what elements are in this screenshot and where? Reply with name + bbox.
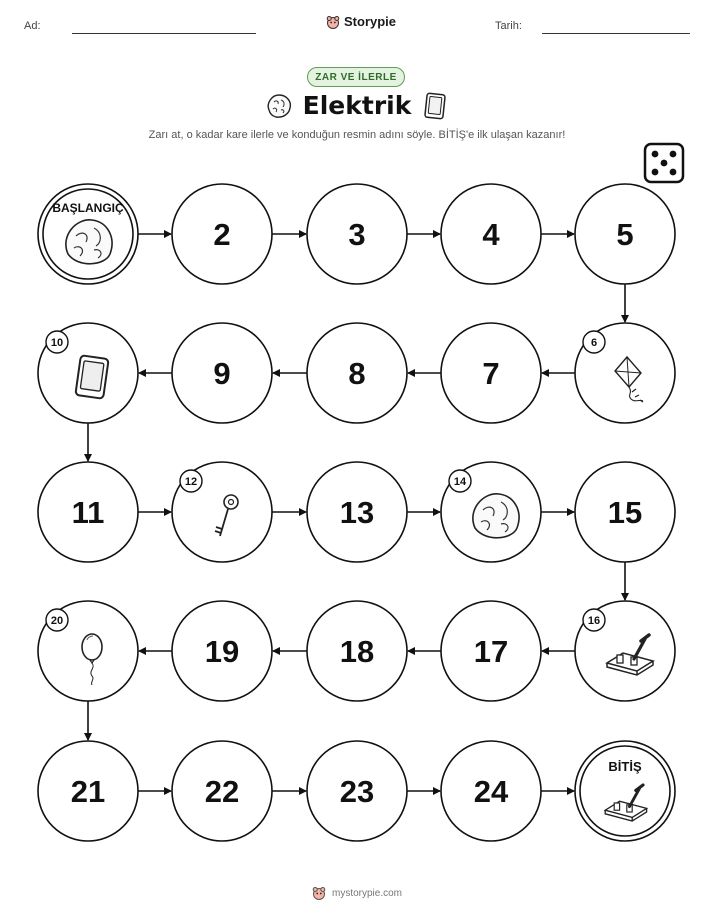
square-number: 7 — [482, 356, 500, 391]
board-square[interactable] — [575, 462, 675, 562]
board-square[interactable] — [307, 184, 407, 284]
tablet-icon — [75, 355, 108, 399]
brand-name: Storypie — [344, 14, 397, 29]
square-number: 4 — [482, 217, 500, 252]
square-number: 5 — [616, 217, 634, 252]
finish-square[interactable] — [575, 741, 675, 841]
square-number: 20 — [50, 615, 64, 627]
board-square[interactable] — [38, 601, 138, 701]
name-label: Ad: — [24, 20, 41, 32]
square-number: 14 — [453, 476, 467, 488]
date-label: Tarih: — [495, 20, 522, 32]
rock-icon — [473, 494, 519, 538]
board-square[interactable] — [307, 601, 407, 701]
square-number: 9 — [213, 356, 231, 391]
footer — [0, 886, 714, 900]
footer-url[interactable]: mystorypie.com — [331, 887, 402, 899]
square-number: 18 — [339, 634, 375, 669]
board-square[interactable] — [38, 741, 138, 841]
square-number: 16 — [587, 615, 601, 627]
board-square[interactable] — [307, 462, 407, 562]
square-number: 24 — [473, 774, 509, 809]
board-square[interactable] — [575, 323, 675, 423]
game-type-badge: ZAR VE İLERLE — [307, 67, 405, 87]
board-square[interactable] — [38, 323, 138, 423]
board-square[interactable] — [441, 601, 541, 701]
square-number: 12 — [184, 476, 198, 488]
square-number: 11 — [71, 495, 105, 530]
square-number: 19 — [204, 634, 240, 669]
square-number: 22 — [204, 774, 240, 809]
square-number: 21 — [70, 774, 106, 809]
square-number: 2 — [213, 217, 231, 252]
board-square[interactable] — [441, 184, 541, 284]
start-label: BAŞLANGIÇ — [52, 201, 124, 215]
board-square[interactable] — [307, 323, 407, 423]
start-square[interactable] — [38, 184, 138, 284]
board-square[interactable] — [441, 462, 541, 562]
board-square[interactable] — [172, 741, 272, 841]
square-outline — [575, 741, 675, 841]
board-square[interactable] — [441, 323, 541, 423]
square-number: 23 — [339, 774, 375, 809]
square-number: 8 — [348, 356, 366, 391]
board-square[interactable] — [307, 741, 407, 841]
square-number: 3 — [348, 217, 366, 252]
square-number: 17 — [473, 634, 509, 669]
board-square[interactable] — [38, 462, 138, 562]
finish-label: BİTİŞ — [608, 759, 642, 774]
rock-icon — [66, 220, 112, 264]
square-number-badge — [583, 331, 605, 353]
square-number-badge — [46, 609, 68, 631]
page-title: Elektrik — [302, 91, 412, 120]
board-square[interactable] — [172, 184, 272, 284]
square-number: 6 — [590, 337, 598, 349]
storypie-mascot-icon — [312, 886, 326, 900]
square-number: 15 — [607, 495, 643, 530]
board-square[interactable] — [172, 601, 272, 701]
board-square[interactable] — [575, 184, 675, 284]
board-square[interactable] — [441, 741, 541, 841]
square-number-badge — [583, 609, 605, 631]
instructions: Zarı at, o kadar kare ilerle ve konduğun resmin adını söyle. BİTİŞ'e ilk ulaşan kazanır! — [148, 129, 566, 141]
board-square[interactable] — [575, 601, 675, 701]
square-number: 13 — [339, 495, 375, 530]
board-square[interactable] — [172, 323, 272, 423]
board-square[interactable] — [172, 462, 272, 562]
square-number-badge — [46, 331, 68, 353]
square-number: 10 — [50, 337, 64, 349]
square-number-badge — [180, 470, 202, 492]
square-number-badge — [449, 470, 471, 492]
